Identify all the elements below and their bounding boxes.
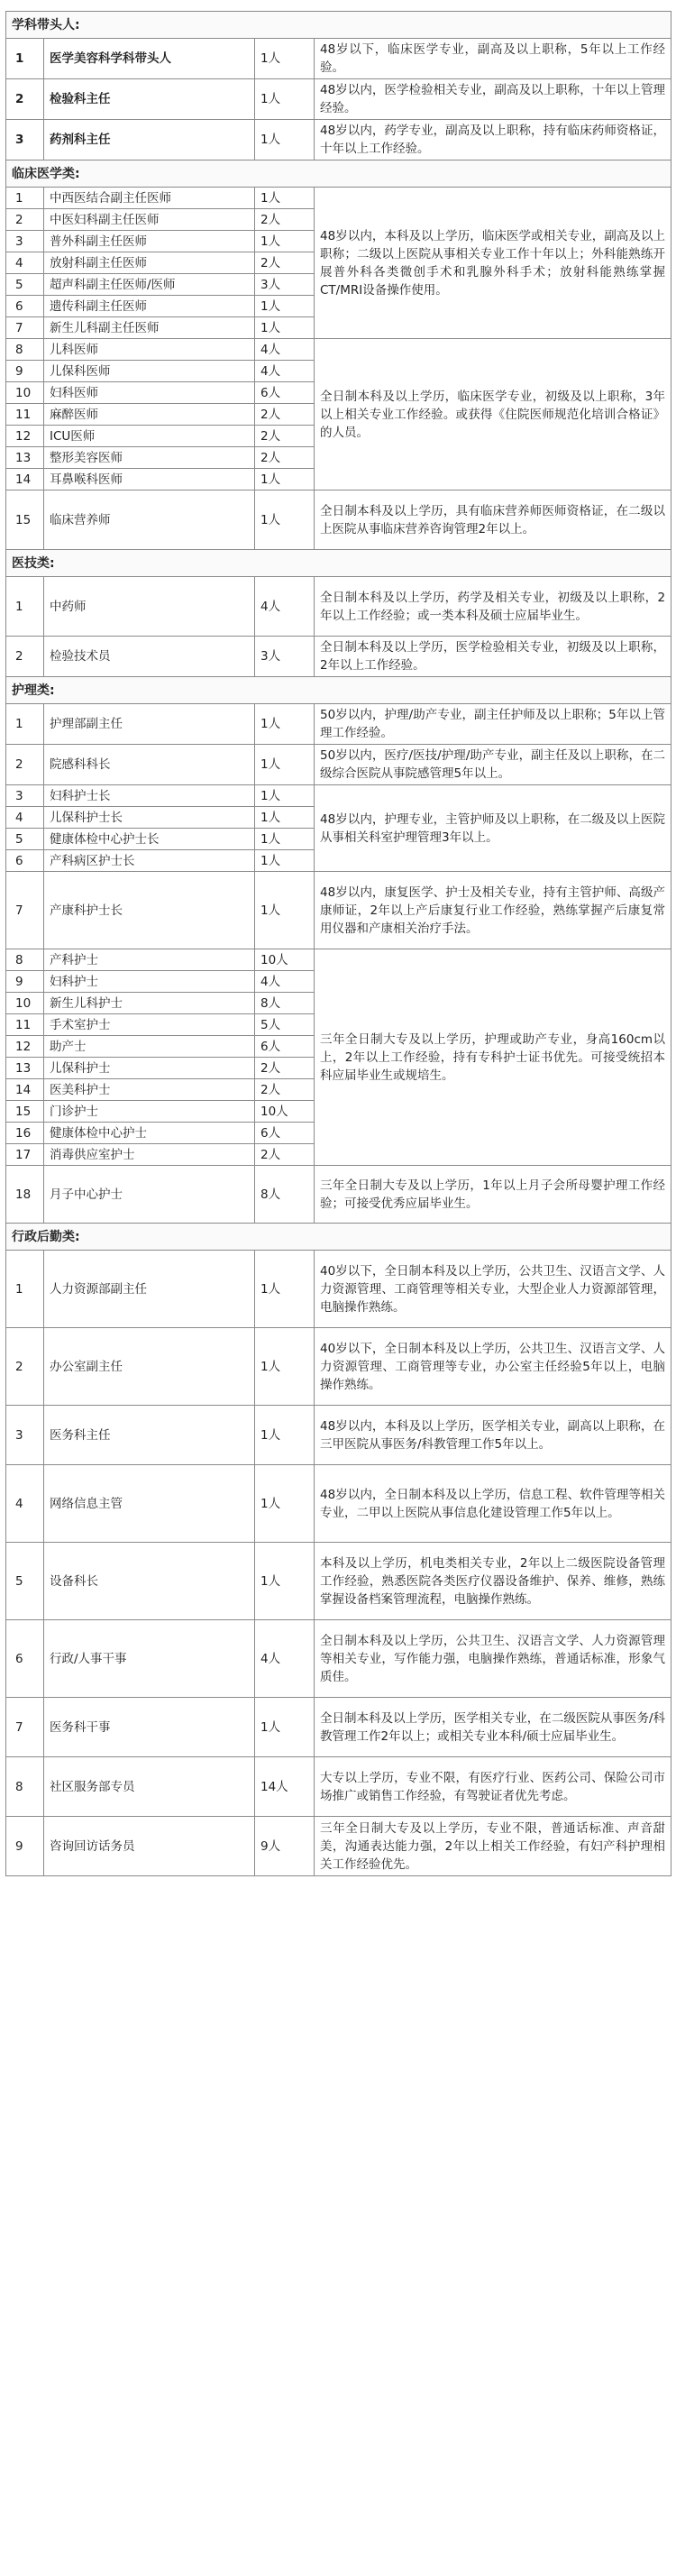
requirements: 48岁以下，临床医学专业，副高及以上职称，5年以上工作经验。	[315, 39, 671, 79]
headcount: 3人	[255, 637, 315, 677]
headcount: 2人	[255, 447, 315, 469]
headcount: 2人	[255, 404, 315, 426]
requirements: 大专以上学历，专业不限，有医疗行业、医药公司、保险公司市场推广或销售工作经验，有驾驶证者优先考虑。	[315, 1757, 671, 1817]
row-number: 7	[6, 317, 44, 339]
requirements: 48岁以内，护理专业，主管护师及以上职称，在二级及以上医院从事相关科室护理管理3年以上。	[315, 785, 671, 872]
table-row	[6, 339, 671, 361]
headcount: 4人	[255, 577, 315, 637]
table-row	[6, 637, 671, 677]
headcount: 10人	[255, 949, 315, 971]
table-row	[6, 490, 671, 550]
headcount: 10人	[255, 1101, 315, 1123]
row-number: 13	[6, 447, 44, 469]
position-name: 网络信息主管	[44, 1465, 255, 1543]
position-name: 医学美容科学科带头人	[44, 39, 255, 79]
headcount: 3人	[255, 274, 315, 296]
position-name: 社区服务部专员	[44, 1757, 255, 1817]
headcount: 4人	[255, 971, 315, 993]
position-name: 儿保科护士长	[44, 807, 255, 829]
position-name: ICU医师	[44, 426, 255, 447]
section-header-row	[6, 550, 671, 577]
requirements: 48岁以内，全日制本科及以上学历，信息工程、软件管理等相关专业，二甲以上医院从事信息化建设管理工作5年以上。	[315, 1465, 671, 1543]
table-row	[6, 1406, 671, 1465]
section-header-row	[6, 677, 671, 704]
position-name: 中药师	[44, 577, 255, 637]
row-number: 8	[6, 339, 44, 361]
position-name: 整形美容医师	[44, 447, 255, 469]
table-row	[6, 577, 671, 637]
row-number: 3	[6, 785, 44, 807]
section-header-row	[6, 1224, 671, 1251]
headcount: 1人	[255, 188, 315, 209]
position-name: 检验科主任	[44, 79, 255, 120]
requirements: 三年全日制大专及以上学历，专业不限，普通话标准、声音甜美，沟通表达能力强，2年以上相关工作经验，有妇产科护理相关工作经验优先。	[315, 1817, 671, 1876]
position-name: 护理部副主任	[44, 704, 255, 745]
row-number: 11	[6, 404, 44, 426]
headcount: 1人	[255, 1251, 315, 1328]
row-number: 4	[6, 807, 44, 829]
position-name: 儿保科护士	[44, 1058, 255, 1079]
position-name: 检验技术员	[44, 637, 255, 677]
requirements: 三年全日制大专及以上学历，护理或助产专业，身高160cm以上，2年以上工作经验，持有专科护士证书优先。可接受统招本科应届毕业生或规培生。	[315, 949, 671, 1166]
section-header-row	[6, 12, 671, 39]
row-number: 6	[6, 850, 44, 872]
position-name: 健康体检中心护士	[44, 1123, 255, 1144]
row-number: 12	[6, 426, 44, 447]
position-name: 人力资源部副主任	[44, 1251, 255, 1328]
table-row	[6, 1328, 671, 1406]
row-number: 5	[6, 274, 44, 296]
row-number: 11	[6, 1014, 44, 1036]
row-number: 2	[6, 209, 44, 231]
row-number: 4	[6, 1465, 44, 1543]
row-number: 6	[6, 1620, 44, 1698]
position-name: 临床营养师	[44, 490, 255, 550]
requirements: 全日制本科及以上学历，具有临床营养师医师资格证，在二级以上医院从事临床营养咨询管理2年以上。	[315, 490, 671, 550]
headcount: 14人	[255, 1757, 315, 1817]
position-name: 门诊护士	[44, 1101, 255, 1123]
position-name: 消毒供应室护士	[44, 1144, 255, 1166]
position-name: 医务科干事	[44, 1698, 255, 1757]
headcount: 1人	[255, 469, 315, 490]
row-number: 8	[6, 949, 44, 971]
requirements: 本科及以上学历，机电类相关专业，2年以上二级医院设备管理工作经验，熟悉医院各类医疗仪器设备维护、保养、维修，熟练掌握设备档案管理流程，电脑操作熟练。	[315, 1543, 671, 1620]
headcount: 6人	[255, 1036, 315, 1058]
headcount: 4人	[255, 1620, 315, 1698]
row-number: 8	[6, 1757, 44, 1817]
headcount: 2人	[255, 252, 315, 274]
section-title: 临床医学类:	[6, 160, 671, 188]
headcount: 1人	[255, 1465, 315, 1543]
table-row	[6, 1817, 671, 1876]
position-name: 中西医结合副主任医师	[44, 188, 255, 209]
table-row	[6, 1166, 671, 1224]
row-number: 7	[6, 1698, 44, 1757]
row-number: 17	[6, 1144, 44, 1166]
position-name: 医美科护士	[44, 1079, 255, 1101]
table-row	[6, 785, 671, 807]
table-row	[6, 1757, 671, 1817]
position-name: 麻醉医师	[44, 404, 255, 426]
row-number: 10	[6, 382, 44, 404]
headcount: 6人	[255, 382, 315, 404]
table-row	[6, 188, 671, 209]
table-row	[6, 745, 671, 785]
requirements: 三年全日制大专及以上学历，1年以上月子会所母婴护理工作经验；可接受优秀应届毕业生。	[315, 1166, 671, 1224]
row-number: 3	[6, 120, 44, 160]
row-number: 1	[6, 39, 44, 79]
section-title: 学科带头人:	[6, 12, 671, 39]
headcount: 1人	[255, 1406, 315, 1465]
requirements: 48岁以内，医学检验相关专业，副高及以上职称，十年以上管理经验。	[315, 79, 671, 120]
position-name: 咨询回访话务员	[44, 1817, 255, 1876]
row-number: 7	[6, 872, 44, 949]
row-number: 16	[6, 1123, 44, 1144]
row-number: 2	[6, 745, 44, 785]
position-name: 妇科医师	[44, 382, 255, 404]
table-row	[6, 79, 671, 120]
requirements: 50岁以内，护理/助产专业，副主任护师及以上职称；5年以上管理工作经验。	[315, 704, 671, 745]
headcount: 1人	[255, 745, 315, 785]
headcount: 1人	[255, 39, 315, 79]
headcount: 4人	[255, 361, 315, 382]
headcount: 1人	[255, 1543, 315, 1620]
requirements: 48岁以内，药学专业，副高及以上职称，持有临床药师资格证，十年以上工作经验。	[315, 120, 671, 160]
position-name: 产科病区护士长	[44, 850, 255, 872]
headcount: 1人	[255, 490, 315, 550]
position-name: 放射科副主任医师	[44, 252, 255, 274]
row-number: 3	[6, 231, 44, 252]
headcount: 1人	[255, 317, 315, 339]
row-number: 9	[6, 971, 44, 993]
requirements: 40岁以下，全日制本科及以上学历，公共卫生、汉语言文学、人力资源管理、工商管理等专业，办公室主任经验5年以上，电脑操作熟练。	[315, 1328, 671, 1406]
headcount: 2人	[255, 426, 315, 447]
position-name: 院感科科长	[44, 745, 255, 785]
headcount: 6人	[255, 1123, 315, 1144]
requirements: 48岁以内，本科及以上学历，临床医学或相关专业，副高及以上职称；二级以上医院从事相关专业工作十年以上；外科能熟练开展普外科各类微创手术和乳腺外科手术；放射科能熟练掌握CT/MRI设备操作使用。	[315, 188, 671, 339]
table-row	[6, 1698, 671, 1757]
position-name: 妇科护士长	[44, 785, 255, 807]
headcount: 5人	[255, 1014, 315, 1036]
position-name: 普外科副主任医师	[44, 231, 255, 252]
headcount: 1人	[255, 785, 315, 807]
row-number: 1	[6, 188, 44, 209]
requirements: 48岁以内，本科及以上学历，医学相关专业，副高以上职称，在三甲医院从事医务/科教管理工作5年以上。	[315, 1406, 671, 1465]
row-number: 18	[6, 1166, 44, 1224]
headcount: 2人	[255, 1144, 315, 1166]
position-name: 产科护士	[44, 949, 255, 971]
row-number: 15	[6, 490, 44, 550]
row-number: 1	[6, 1251, 44, 1328]
recruitment-table	[5, 11, 671, 1876]
section-header-row	[6, 160, 671, 188]
table-row	[6, 1251, 671, 1328]
headcount: 1人	[255, 872, 315, 949]
headcount: 2人	[255, 1079, 315, 1101]
headcount: 2人	[255, 1058, 315, 1079]
row-number: 13	[6, 1058, 44, 1079]
requirements: 50岁以内，医疗/医技/护理/助产专业，副主任及以上职称，在二级综合医院从事院感管理5年以上。	[315, 745, 671, 785]
row-number: 2	[6, 637, 44, 677]
row-number: 1	[6, 704, 44, 745]
row-number: 14	[6, 469, 44, 490]
row-number: 5	[6, 829, 44, 850]
position-name: 新生儿科副主任医师	[44, 317, 255, 339]
row-number: 12	[6, 1036, 44, 1058]
section-title: 医技类:	[6, 550, 671, 577]
requirements: 全日制本科及以上学历，公共卫生、汉语言文学、人力资源管理等相关专业，写作能力强，电脑操作熟练，普通话标准，形象气质佳。	[315, 1620, 671, 1698]
row-number: 2	[6, 79, 44, 120]
headcount: 9人	[255, 1817, 315, 1876]
requirements: 48岁以内，康复医学、护士及相关专业，持有主管护师、高级产康师证，2年以上产后康复行业工作经验，熟练掌握产后康复常用仪器和产康相关治疗手法。	[315, 872, 671, 949]
headcount: 1人	[255, 79, 315, 120]
row-number: 1	[6, 577, 44, 637]
position-name: 遗传科副主任医师	[44, 296, 255, 317]
row-number: 10	[6, 993, 44, 1014]
position-name: 产康科护士长	[44, 872, 255, 949]
position-name: 妇科护士	[44, 971, 255, 993]
position-name: 行政/人事干事	[44, 1620, 255, 1698]
position-name: 超声科副主任医师/医师	[44, 274, 255, 296]
position-name: 儿科医师	[44, 339, 255, 361]
row-number: 5	[6, 1543, 44, 1620]
position-name: 耳鼻喉科医师	[44, 469, 255, 490]
row-number: 4	[6, 252, 44, 274]
table-row	[6, 1465, 671, 1543]
table-row	[6, 120, 671, 160]
table-row	[6, 872, 671, 949]
headcount: 1人	[255, 704, 315, 745]
row-number: 15	[6, 1101, 44, 1123]
row-number: 6	[6, 296, 44, 317]
position-name: 药剂科主任	[44, 120, 255, 160]
headcount: 1人	[255, 850, 315, 872]
row-number: 14	[6, 1079, 44, 1101]
section-title: 护理类:	[6, 677, 671, 704]
row-number: 2	[6, 1328, 44, 1406]
requirements: 全日制本科及以上学历，医学检验相关专业，初级及以上职称，2年以上工作经验。	[315, 637, 671, 677]
position-name: 健康体检中心护士长	[44, 829, 255, 850]
headcount: 2人	[255, 209, 315, 231]
row-number: 9	[6, 361, 44, 382]
section-title: 行政后勤类:	[6, 1224, 671, 1251]
position-name: 中医妇科副主任医师	[44, 209, 255, 231]
headcount: 8人	[255, 1166, 315, 1224]
headcount: 1人	[255, 296, 315, 317]
headcount: 1人	[255, 231, 315, 252]
position-name: 医务科主任	[44, 1406, 255, 1465]
table-row	[6, 39, 671, 79]
position-name: 儿保科医师	[44, 361, 255, 382]
position-name: 设备科长	[44, 1543, 255, 1620]
position-name: 助产士	[44, 1036, 255, 1058]
requirements: 40岁以下，全日制本科及以上学历，公共卫生、汉语言文学、人力资源管理、工商管理等相关专业，大型企业人力资源部管理，电脑操作熟练。	[315, 1251, 671, 1328]
headcount: 1人	[255, 1698, 315, 1757]
headcount: 8人	[255, 993, 315, 1014]
row-number: 9	[6, 1817, 44, 1876]
table-row	[6, 949, 671, 971]
position-name: 新生儿科护士	[44, 993, 255, 1014]
headcount: 1人	[255, 1328, 315, 1406]
position-name: 办公室副主任	[44, 1328, 255, 1406]
table-row	[6, 1543, 671, 1620]
headcount: 1人	[255, 120, 315, 160]
headcount: 4人	[255, 339, 315, 361]
requirements: 全日制本科及以上学历，临床医学专业，初级及以上职称，3年以上相关专业工作经验。或获得《住院医师规范化培训合格证》的人员。	[315, 339, 671, 490]
row-number: 3	[6, 1406, 44, 1465]
table-row	[6, 1620, 671, 1698]
headcount: 1人	[255, 807, 315, 829]
position-name: 手术室护士	[44, 1014, 255, 1036]
headcount: 1人	[255, 829, 315, 850]
requirements: 全日制本科及以上学历，药学及相关专业，初级及以上职称，2年以上工作经验；或一类本科及硕士应届毕业生。	[315, 577, 671, 637]
table-row	[6, 704, 671, 745]
position-name: 月子中心护士	[44, 1166, 255, 1224]
recruitment-table-body	[6, 12, 671, 1876]
requirements: 全日制本科及以上学历，医学相关专业，在二级医院从事医务/科教管理工作2年以上；或相关专业本科/硕士应届毕业生。	[315, 1698, 671, 1757]
